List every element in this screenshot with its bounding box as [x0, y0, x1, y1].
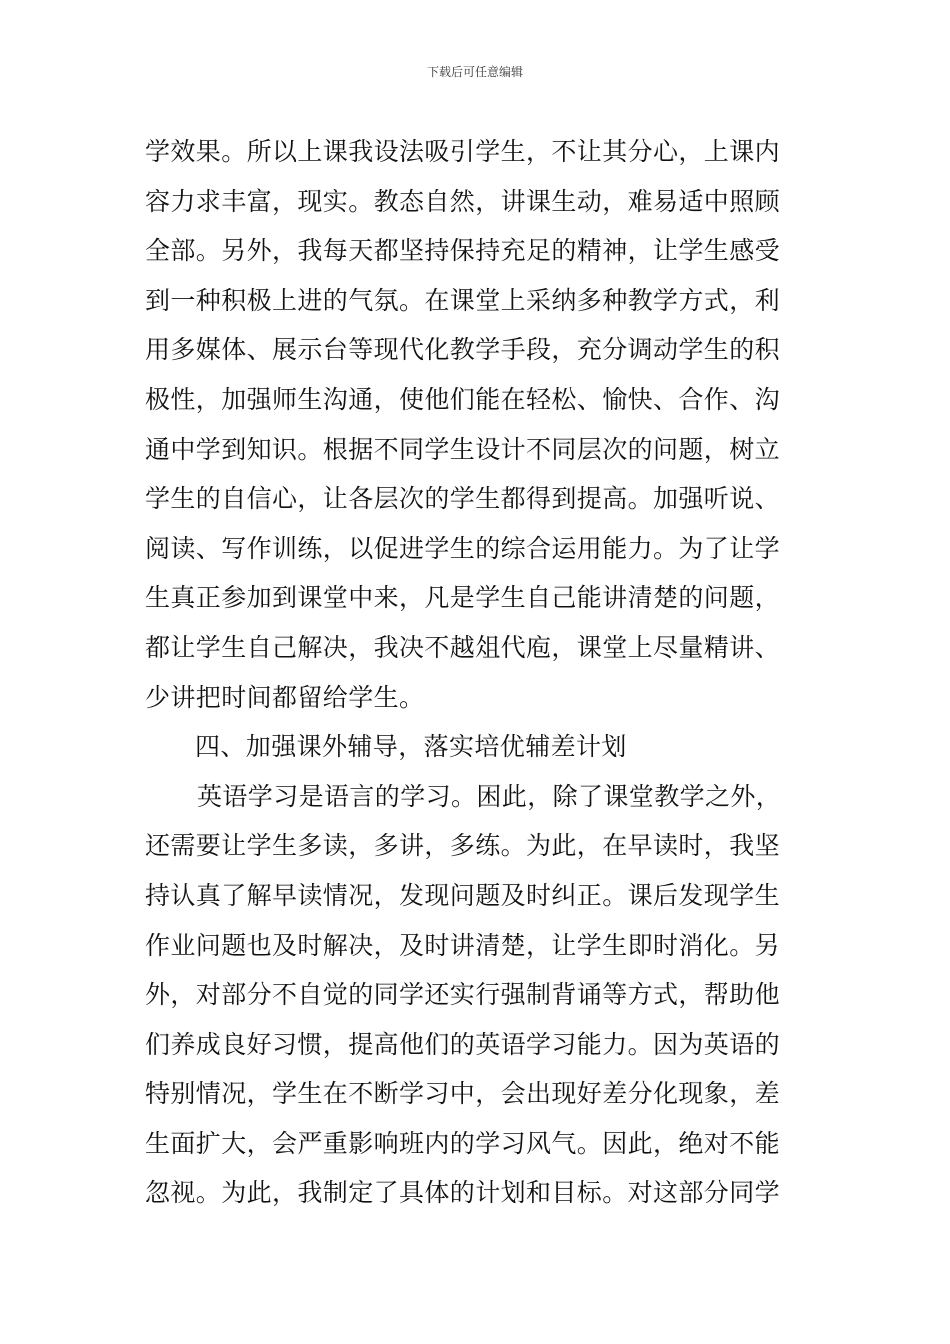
text-line: 到一种积极上进的气氛。在课堂上采纳多种教学方式，利 [145, 285, 781, 315]
text-line: 学生的自信心，让各层次的学生都得到提高。加强听说、 [145, 484, 781, 514]
text-line: 容力求丰富，现实。教态自然，讲课生动，难易适中照顾 [145, 186, 781, 216]
text-line: 持认真了解早读情况，发现问题及时纠正。课后发现学生 [145, 880, 781, 910]
paragraph-first-line: 英语学习是语言的学习。困此，除了课堂教学之外， [197, 781, 782, 811]
text-line: 外，对部分不自觉的同学还实行强制背诵等方式，帮助他 [145, 980, 781, 1010]
text-line: 生真正参加到课堂中来，凡是学生自己能讲清楚的问题， [145, 583, 781, 613]
text-line: 忽视。为此，我制定了具体的计划和目标。对这部分同学 [145, 1178, 781, 1208]
text-line: 生面扩大，会严重影响班内的学习风气。因此，绝对不能 [145, 1128, 781, 1158]
text-line: 用多媒体、展示台等现代化教学手段，充分调动学生的积 [145, 335, 781, 365]
section-heading: 四、加强课外辅导，落实培优辅差计划 [195, 732, 627, 762]
body-text [145, 127, 809, 1218]
text-line: 少讲把时间都留给学生。 [145, 682, 425, 712]
text-line: 通中学到知识。根据不同学生设计不同层次的问题，树立 [145, 434, 781, 464]
text-line: 阅读、写作训练，以促进学生的综合运用能力。为了让学 [145, 533, 781, 563]
text-line: 全部。另外，我每天都坚持保持充足的精神，让学生感受 [145, 236, 781, 266]
text-line: 学效果。所以上课我设法吸引学生，不让其分心，上课内 [145, 137, 781, 166]
text-line: 还需要让学生多读，多讲，多练。为此，在早读时，我坚 [145, 831, 781, 861]
text-line: 都让学生自己解决，我决不越俎代庖，课堂上尽量精讲、 [145, 632, 781, 662]
text-line: 特别情况，学生在不断学习中，会出现好差分化现象，差 [145, 1079, 781, 1109]
text-line: 们养成良好习惯，提高他们的英语学习能力。因为英语的 [145, 1029, 781, 1059]
page-header: 下载后可任意编辑 [426, 65, 523, 79]
text-line: 极性，加强师生沟通，使他们能在轻松、愉快、合作、沟 [145, 384, 781, 414]
text-line: 作业问题也及时解决，及时讲清楚，让学生即时消化。另 [145, 930, 781, 960]
